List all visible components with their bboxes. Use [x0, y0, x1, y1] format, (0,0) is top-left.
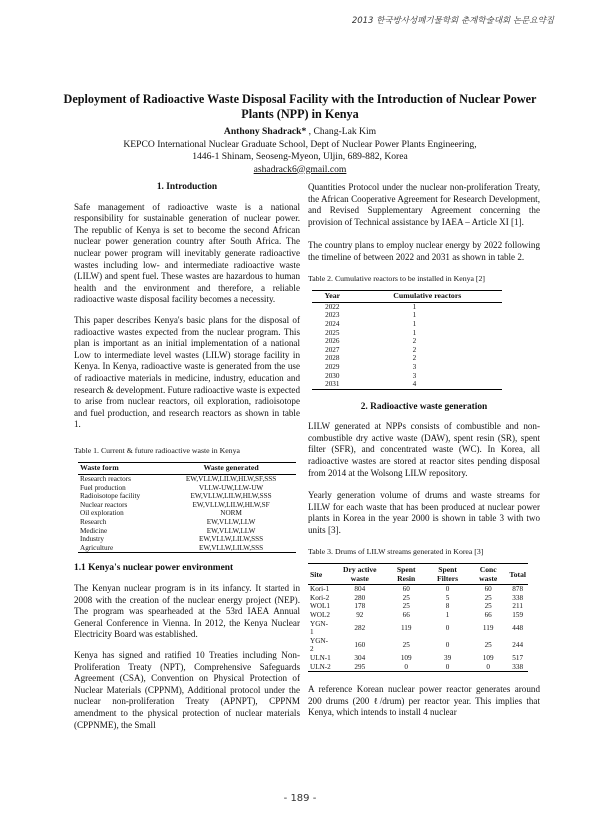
- table-row: [312, 372, 502, 381]
- table-cell: 878: [512, 585, 524, 594]
- table-cell: EW,VLLW,LILW,HLW,SF,SSS: [185, 475, 277, 484]
- table-cell: 178: [354, 602, 366, 611]
- table-cell: Radioisotope facility: [80, 492, 141, 501]
- table-cell: 0: [445, 623, 450, 632]
- table-cell: 338: [507, 663, 528, 672]
- table-cell: 4: [353, 380, 502, 389]
- table-cell: NORM: [220, 509, 242, 518]
- table-row: [78, 501, 296, 510]
- table-cell: 159: [512, 611, 524, 619]
- table-cell: 8: [445, 602, 450, 611]
- table-cell: 338: [512, 593, 524, 602]
- table-cell: 109: [400, 653, 412, 662]
- table-row: [78, 527, 296, 536]
- table-cell: EW,VLLW,LLW: [206, 526, 256, 535]
- table-cell: 25: [484, 641, 492, 650]
- paragraph: Yearly generation volume of drums and waste streams for LILW for each waste that has been produced at nuclear power plants in Korea in the year 2000 is shown in table 3 with two units [3].: [308, 490, 540, 536]
- table-cell: 3: [412, 362, 417, 371]
- table-cell: 25: [402, 641, 410, 650]
- affiliation: KEPCO International Nuclear Graduate School, Dept of Nuclear Power Plants Engineering,: [123, 138, 477, 150]
- paragraph: LILW generated at NPPs consists of combustible and non-combustible dry active waste (DAW), spent resin (SR), spent filter (SFR), and concentrated waste (WC). In Korea, all radioactive wastes are stored at reactor sites pending disposal from 2014 at the Wolsong LILW repository.: [308, 421, 540, 478]
- table-cell: 804: [354, 585, 366, 594]
- paragraph: Quantities Protocol under the nuclear non-proliferation Treaty, the African Cooperative Agreement for Research Development, and Revised Supplementary Agreement concerning the provision of Technical assistance by IAEA – Article XI [1].: [308, 182, 540, 227]
- table1-caption: Table 1. Current & future radioactive waste in Kenya: [74, 445, 240, 455]
- table-row: [308, 663, 528, 672]
- paper-title: Deployment of Radioactive Waste Disposal Facility with the Introduction of Nuclear Power Plants (NPP) in Kenya: [63, 92, 537, 121]
- table-cell: WOL2: [310, 611, 330, 619]
- table-cell: 2024: [325, 319, 340, 328]
- table-cell: 2027: [325, 345, 340, 354]
- table-row: [78, 475, 296, 484]
- table-cell: 1: [412, 328, 417, 337]
- intro-paragraph-1: Safe management of radioactive waste is a national responsibility for sustainable generation of nuclear power. The republic of Kenya is set to become the second African nuclear power generation country after South Africa. The nuclear power program will inevitably generate radioactive wastes including low- and intermediate radioactive waste (LILW) and spent fuel. These wastes are hazardous to human health and the environment and therefore, a reliable radioactive waste disposal facility becomes a necessity.: [74, 201, 300, 305]
- table-row: [308, 654, 528, 663]
- table-cell: 25: [484, 593, 492, 602]
- table-cell: Industry: [80, 535, 104, 544]
- table-cell: Fuel production: [80, 483, 126, 492]
- table-cell: Agriculture: [78, 544, 166, 553]
- table-cell: 60: [484, 585, 492, 594]
- table-cell: 66: [402, 611, 410, 619]
- section-heading-introduction: 1. Introduction: [156, 182, 218, 192]
- table-cell: 109: [482, 653, 494, 662]
- paragraph: Kenya has signed and ratified 10 Treaties including Non-Proliferation Treaty (NPT), Comprehensive Safeguards Agreement (CSA), Convention on Physical Protection of Nuclear Materials (CPPNM), Additional protocol under the nuclear non-proliferation Treaty (APNPT), CPPNM amendment to the physical protection of nuclear materials (CPPNME), the Small: [74, 649, 300, 730]
- table-cell: 295: [333, 663, 386, 672]
- table-cell: 0: [386, 663, 426, 672]
- table3-caption: Table 3. Drums of LILW streams generated in Korea [3]: [308, 546, 484, 556]
- table-cell: 2029: [325, 362, 340, 371]
- table-cell: ULN-1: [310, 653, 331, 662]
- table-cell: 2023: [325, 311, 340, 320]
- table-cell: 2025: [325, 328, 340, 337]
- intro-paragraph-2: This paper describes Kenya's basic plans for the disposal of radioactive wastes expected from the nuclear program. This plan is important as an initial implementation of a national Low to intermediate level wastes (LILW) storage facility in Kenya. In Kenya, radioactive waste is generated from the use of radioactive materials in medicine, industry, education and research & development. Future radioactive waste is expected to arise from nuclear reactors, oil exploration, radioisotope and fuel production, and research reactors as shown in table 1.: [74, 314, 300, 430]
- table-cell: 304: [354, 653, 366, 662]
- paragraph: The country plans to employ nuclear energy by 2022 following the timeline of between 2022 and 2031 as shown in table 2.: [308, 240, 540, 262]
- table-cell: 2022: [325, 302, 340, 311]
- table-row: [78, 518, 296, 527]
- table-cell: 2026: [325, 337, 340, 346]
- table-cell: EW,VLLW,LILW,SSS: [166, 544, 296, 553]
- table-cell: 2030: [325, 371, 340, 380]
- table-header-cell: Cumulative reactors: [353, 291, 502, 303]
- table-row: [308, 594, 528, 603]
- table-cell: Research: [80, 518, 107, 527]
- table-row: [308, 637, 528, 654]
- table-header-cell: Waste generated: [166, 463, 296, 475]
- table-row: [308, 620, 528, 637]
- table-row: [308, 585, 528, 594]
- table-cell: 25: [402, 593, 410, 602]
- table-cell: Kori-2: [310, 593, 330, 602]
- table-cell: Oil exploration: [80, 509, 124, 518]
- table-cell: 25: [484, 602, 492, 611]
- table-cell: EW,VLLW,LILW,SSS: [198, 535, 264, 544]
- table-row: [312, 302, 502, 311]
- table-cell: 3: [412, 371, 417, 380]
- table-cell: 1: [412, 319, 417, 328]
- right-column: [308, 182, 540, 728]
- table-cell: 0: [426, 663, 469, 672]
- table-cell: 0: [445, 641, 450, 650]
- table-header-cell: Waste form: [78, 463, 166, 475]
- table-cell: Nuclear reactors: [80, 500, 128, 509]
- author-line: [60, 126, 540, 139]
- table-cell: 60: [402, 585, 410, 594]
- table3-drums: [308, 563, 528, 672]
- table-cell: 1: [412, 311, 417, 320]
- table-header-row: [308, 564, 528, 585]
- table-header-cell: Year: [312, 291, 353, 303]
- table2-reactors: [312, 290, 502, 390]
- table-header-cell: Total: [507, 564, 528, 585]
- table-cell: 211: [512, 602, 523, 611]
- table-row: [308, 611, 528, 620]
- table-row: [312, 346, 502, 355]
- table-row: [312, 363, 502, 372]
- table-header-row: [78, 463, 296, 475]
- table-cell: 1: [445, 611, 450, 619]
- table-cell: 282: [354, 623, 366, 632]
- table-row: [312, 354, 502, 363]
- author-email-link[interactable]: ashadrack6@gmail.com: [253, 163, 347, 175]
- table-cell: 1: [412, 302, 417, 311]
- table-row: [312, 311, 502, 320]
- table-cell: EW,VLLW,LILW,HLW,SSS: [190, 492, 272, 501]
- table-cell: 92: [356, 611, 364, 619]
- table-cell: 5: [445, 593, 450, 602]
- table-cell: YGN-2: [310, 636, 328, 654]
- table-header-cell: Dry active waste: [333, 564, 386, 585]
- page-number: - 189 -: [283, 793, 317, 804]
- table-cell: 0: [445, 585, 450, 594]
- table-cell: 2: [412, 345, 417, 354]
- table-cell: 119: [400, 623, 412, 632]
- table-cell: 66: [484, 611, 492, 619]
- table-cell: 0: [469, 663, 507, 672]
- table-cell: 2: [412, 354, 417, 363]
- address: 1446-1 Shinam, Seoseng-Myeon, Uljin, 689-882, Korea: [192, 151, 408, 162]
- table-row: [78, 492, 296, 501]
- left-column: [74, 182, 300, 740]
- table-cell: 517: [512, 653, 524, 662]
- table-cell: EW,VLLW,LILW,HLW,SF: [192, 500, 270, 509]
- table-cell: 160: [354, 641, 366, 650]
- table-cell: YGN-1: [310, 619, 328, 637]
- primary-author: Anthony Shadrack*: [223, 126, 307, 137]
- subsection-heading: 1.1 Kenya's nuclear power environment: [74, 563, 234, 574]
- table-cell: 39: [443, 653, 452, 662]
- table-row: [312, 320, 502, 329]
- paragraph: A reference Korean nuclear power reactor generates around 200 drums (200 ℓ/drum) per reactor year. This implies that Kenya, which intends to install 4 nuclear: [308, 684, 540, 718]
- table-cell: Research reactors: [80, 475, 131, 484]
- table-cell: ULN-2: [308, 663, 333, 672]
- table-header-cell: Conc waste: [469, 564, 507, 585]
- co-authors: , Chang-Lak Kim: [306, 126, 377, 137]
- table-row: [78, 484, 296, 493]
- table-cell: VLLW-UW,LLW-UW: [198, 483, 264, 492]
- table-cell: 448: [512, 623, 524, 632]
- table-row: [312, 337, 502, 346]
- table-cell: 244: [512, 641, 524, 650]
- table-row: [78, 544, 296, 553]
- table-cell: Medicine: [80, 526, 108, 535]
- conference-header: 2013 한국방사성폐기물학회 춘계학술대회 논문요약집: [351, 16, 554, 26]
- table-header-row: [312, 291, 502, 303]
- table2-caption: Table 2. Cumulative reactors to be installed in Kenya [2]: [308, 273, 485, 283]
- table-row: [312, 380, 502, 389]
- author-block: [60, 126, 540, 176]
- table-header-cell: Spent Filters: [426, 564, 469, 585]
- table-cell: EW,VLLW,LLW: [206, 518, 256, 527]
- table-row: [78, 535, 296, 544]
- table-row: [308, 602, 528, 611]
- paragraph: The Kenyan nuclear program is in its infancy. It started in 2008 with the creation of the nuclear energy project (NEP). The program was spearheaded at the 53rd IAEA Annual General Conference in Vienna. In 2012, the Kenya Nuclear Electricity Board was established.: [74, 583, 300, 640]
- table-row: [312, 329, 502, 338]
- section-heading-waste-generation: 2. Radioactive waste generation: [360, 401, 488, 412]
- table1-waste: [78, 462, 296, 553]
- table-cell: WOL1: [310, 602, 330, 611]
- table-header-cell: Site: [308, 564, 333, 585]
- table-cell: 280: [354, 593, 366, 602]
- table-row: [78, 509, 296, 518]
- table-cell: 25: [402, 602, 410, 611]
- table-cell: 2031: [312, 380, 353, 389]
- table-cell: 119: [482, 623, 494, 632]
- table-cell: Kori-1: [310, 585, 330, 594]
- table-header-cell: Spent Resin: [386, 564, 426, 585]
- table-cell: 2: [412, 337, 417, 346]
- table-cell: 2028: [325, 354, 340, 363]
